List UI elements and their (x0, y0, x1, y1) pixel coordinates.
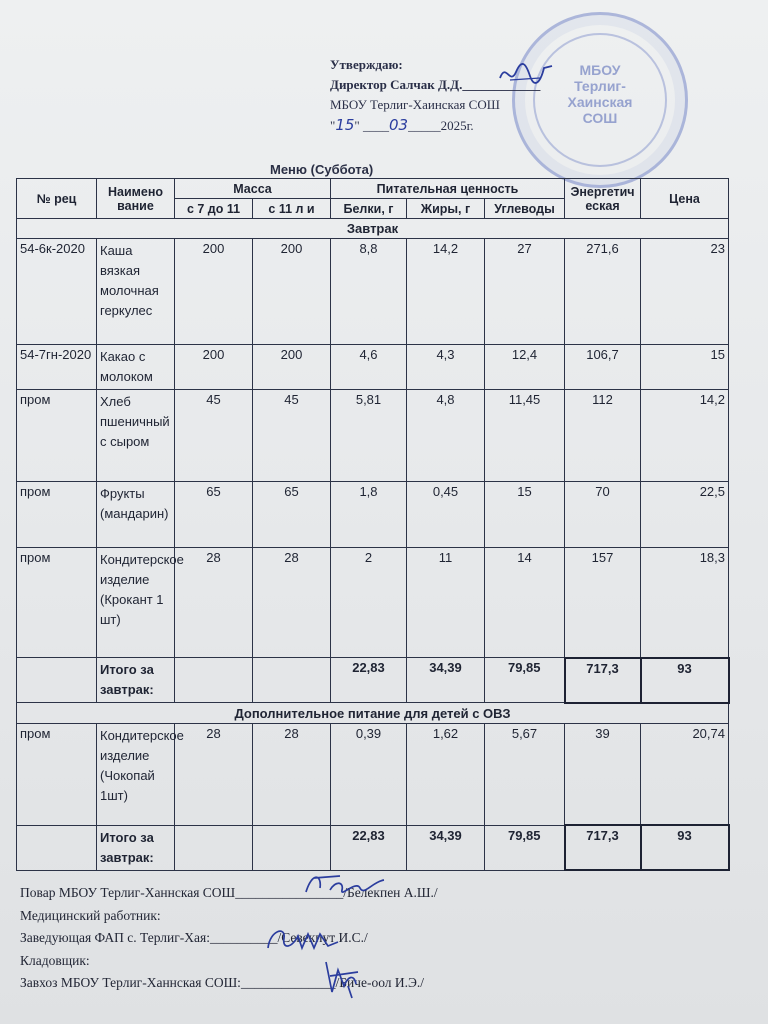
cook-name: /Белекпен А.Ш./ (343, 885, 438, 900)
cell-price: 23 (641, 239, 729, 345)
cell-m1: 28 (175, 548, 253, 658)
header-mass-a: с 7 до 11 (175, 199, 253, 219)
supply-name: /Биче-оол И.Э./ (335, 975, 425, 990)
cell-m2: 28 (253, 723, 331, 825)
header-nutrition: Питательная ценность (331, 179, 565, 199)
cell-name: Каша вязкая молочная геркулес (97, 239, 175, 345)
breakfast-total-row (17, 658, 729, 703)
cell-carbs: 27 (485, 239, 565, 345)
cell-fat: 1,62 (407, 723, 485, 825)
cell-m2: 28 (253, 548, 331, 658)
cell-rec: пром (17, 482, 97, 548)
approval-label: Утверждаю: (330, 57, 403, 72)
total-carbs: 79,85 (485, 658, 565, 703)
table-row (17, 345, 729, 390)
header-fat: Жиры, г (407, 199, 485, 219)
header-mass-b: с 11 л и (253, 199, 331, 219)
cell-price: 15 (641, 345, 729, 390)
cell-protein: 2 (331, 548, 407, 658)
cook-signature (300, 868, 390, 900)
supply-line: Завхоз МБОУ Терлиг-Ханнская СОШ:______________/Биче-оол И.Э./ (20, 975, 425, 990)
cell-carbs: 5,67 (485, 723, 565, 825)
cell-name: Фрукты (мандарин) (97, 482, 175, 548)
cell-rec: пром (17, 723, 97, 825)
total-protein: 22,83 (331, 825, 407, 870)
fap-line: Заведующая ФАП с. Терлиг-Хая:__________/Севекпут И.С./ (20, 930, 368, 945)
storekeeper-title: Кладовщик: (20, 952, 90, 968)
cell-energy: 157 (565, 548, 641, 658)
cell-m2: 200 (253, 345, 331, 390)
section-breakfast: Завтрак (17, 219, 729, 239)
total-fat: 34,39 (407, 825, 485, 870)
cell-name: Какао с молоком (97, 345, 175, 390)
ovz-total-row (17, 825, 729, 870)
cell-protein: 4,6 (331, 345, 407, 390)
cell-m1: 45 (175, 390, 253, 482)
total-label: Итого за завтрак: (97, 825, 175, 870)
cell-energy: 112 (565, 390, 641, 482)
cell-m1: 200 (175, 345, 253, 390)
cook-line: Повар МБОУ Терлиг-Ханнская СОШ________________/Белекпен А.Ш./ (20, 885, 438, 900)
supply-signature (318, 956, 364, 1000)
cell-price: 22,5 (641, 482, 729, 548)
cell-m1: 65 (175, 482, 253, 548)
director-signature (496, 58, 556, 90)
date-year: 2025г. (440, 118, 474, 133)
fap-name: /Севекпут И.С./ (277, 930, 368, 945)
cell-rec: пром (17, 390, 97, 482)
header-price: Цена (641, 179, 729, 219)
table-row (17, 548, 729, 658)
total-protein: 22,83 (331, 658, 407, 703)
fap-signature (262, 922, 342, 958)
menu-table (16, 178, 730, 871)
approval-date: "15" ____03_____2025г. (330, 116, 474, 134)
cell-m2: 45 (253, 390, 331, 482)
total-energy: 717,3 (565, 658, 641, 703)
cell-name: Кондитерское изделие (Чокопай 1шт) (97, 723, 175, 825)
cell-protein: 0,39 (331, 723, 407, 825)
fap-title: Заведующая ФАП с. Терлиг-Хая: (20, 930, 210, 945)
cell-energy: 271,6 (565, 239, 641, 345)
cell-rec: пром (17, 548, 97, 658)
section-ovz: Дополнительное питание для детей с ОВЗ (17, 703, 729, 724)
cell-protein: 1,8 (331, 482, 407, 548)
cell-name: Кондитерское изделие (Крокант 1 шт) (97, 548, 175, 658)
cell-fat: 4,8 (407, 390, 485, 482)
header-mass: Масса (175, 179, 331, 199)
total-energy: 717,3 (565, 825, 641, 870)
supply-title: Завхоз МБОУ Терлиг-Ханнская СОШ: (20, 975, 241, 990)
cell-energy: 70 (565, 482, 641, 548)
cell-m1: 28 (175, 723, 253, 825)
total-carbs: 79,85 (485, 825, 565, 870)
cell-m1: 200 (175, 239, 253, 345)
cell-m2: 200 (253, 239, 331, 345)
cell-energy: 39 (565, 723, 641, 825)
cell-price: 18,3 (641, 548, 729, 658)
table-row (17, 482, 729, 548)
table-row (17, 239, 729, 345)
seal-text: МБОУ Терлиг-Хаинская СОШ (567, 62, 633, 126)
cell-price: 14,2 (641, 390, 729, 482)
cell-name: Хлеб пшеничный с сыром (97, 390, 175, 482)
cell-price: 20,74 (641, 723, 729, 825)
header-carbs: Углеводы (485, 199, 565, 219)
header-rec: № рец (17, 179, 97, 219)
school-name: МБОУ Терлиг-Хаинская СОШ (330, 97, 500, 112)
date-month: 03 (388, 116, 409, 134)
cell-energy: 106,7 (565, 345, 641, 390)
cell-fat: 4,3 (407, 345, 485, 390)
menu-title: Меню (Суббота) (270, 162, 374, 177)
storekeeper-line (20, 950, 438, 973)
table-row (17, 390, 729, 482)
header-name: Наимено вание (97, 179, 175, 219)
cell-fat: 14,2 (407, 239, 485, 345)
cell-fat: 11 (407, 548, 485, 658)
cell-protein: 5,81 (331, 390, 407, 482)
header-protein: Белки, г (331, 199, 407, 219)
table-row (17, 723, 729, 825)
cook-title: Повар МБОУ Терлиг-Ханнская СОШ (20, 885, 236, 900)
total-label: Итого за завтрак: (97, 658, 175, 703)
cell-carbs: 15 (485, 482, 565, 548)
cell-m2: 65 (253, 482, 331, 548)
cell-carbs: 12,4 (485, 345, 565, 390)
cell-carbs: 14 (485, 548, 565, 658)
director-line: Директор Салчак Д.Д.____________ (330, 77, 541, 92)
cell-carbs: 11,45 (485, 390, 565, 482)
total-price: 93 (641, 825, 729, 870)
header-energy: Энергетич еская (565, 179, 641, 219)
cell-rec: 54-6к-2020 (17, 239, 97, 345)
total-price: 93 (641, 658, 729, 703)
cell-rec: 54-7гн-2020 (17, 345, 97, 390)
total-fat: 34,39 (407, 658, 485, 703)
cell-protein: 8,8 (331, 239, 407, 345)
medic-title: Медицинский работник: (20, 907, 161, 923)
cell-fat: 0,45 (407, 482, 485, 548)
date-day: 15 (335, 116, 355, 134)
medic-line (20, 905, 438, 928)
